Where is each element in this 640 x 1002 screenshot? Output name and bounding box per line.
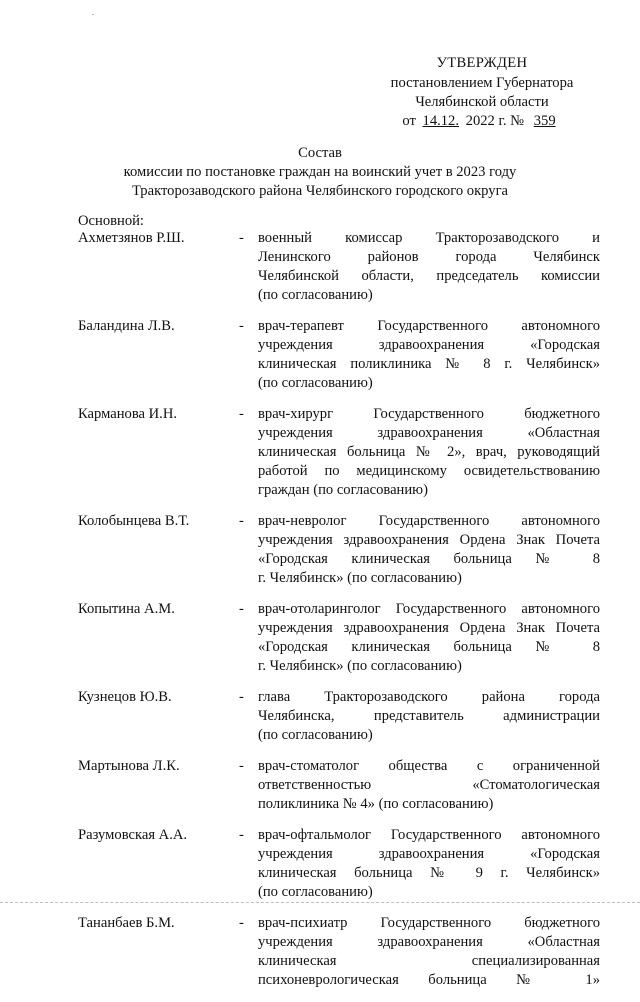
heading-line-2: комиссии по постановке граждан на воинский учет в 2023 году <box>123 164 517 180</box>
member-description-line: учреждения здравоохранения «Областная <box>258 934 600 950</box>
member-dash: - <box>239 230 244 246</box>
member-description-line: «Городская клиническая больница № 8 <box>258 639 600 655</box>
member-description-line: работой по медицинскому освидетельствованию <box>258 463 600 479</box>
member-row <box>78 757 600 814</box>
member-name: Мартынова Л.К. <box>78 758 180 774</box>
members-list <box>78 229 600 1002</box>
member-description <box>258 600 600 676</box>
member-name: Колобынцева В.Т. <box>78 513 190 529</box>
member-dash: - <box>239 513 244 529</box>
member-dash: - <box>239 318 244 334</box>
member-dash: - <box>239 758 244 774</box>
member-description-line: врач-стоматолог общества с ограниченной <box>258 758 600 774</box>
member-description-line: клиническая поликлиника № 8 г. Челябинск» <box>258 356 600 372</box>
member-description-line: учреждения здравоохранения Ордена Знак Почета <box>258 620 600 636</box>
member-description-line: клиническая больница № 9 г. Челябинск» <box>258 865 600 881</box>
member-row <box>78 600 600 676</box>
member-description-line: врач-невролог Государственного автономного <box>258 513 600 529</box>
member-dash: - <box>239 827 244 843</box>
heading-line-1: Состав <box>298 145 342 161</box>
member-row <box>78 229 600 305</box>
member-description-line: психоневрологическая больница № 1» <box>258 972 600 988</box>
member-description-line: врач-отоларинголог Государственного автономного <box>258 601 600 617</box>
scan-speck <box>92 14 94 15</box>
member-description-line: г. Челябинск» (по согласованию) <box>258 658 462 674</box>
approval-title: УТВЕРЖДЕН <box>436 55 528 71</box>
member-description-line: (по согласованию) <box>258 727 373 743</box>
member-description-line: граждан (по согласованию) <box>258 482 428 498</box>
member-description-line: врач-психиатр Государственного бюджетного <box>258 915 600 931</box>
member-description-line: врач-офтальмолог Государственного автономного <box>258 827 600 843</box>
member-name: Баландина Л.В. <box>78 318 175 334</box>
member-name: Копытина А.М. <box>78 601 175 617</box>
member-name: Карманова И.Н. <box>78 406 178 422</box>
approval-line-2: Челябинской области <box>415 94 549 110</box>
member-description <box>258 914 600 990</box>
member-description <box>258 826 600 902</box>
member-description-line: клиническая больница № 2», врач, руководящий <box>258 444 600 460</box>
approval-from-prefix: от <box>402 113 416 129</box>
member-dash: - <box>239 601 244 617</box>
member-description-line: г. Челябинск» (по согласованию) <box>258 570 462 586</box>
member-description-line: военный комиссар Тракторозаводского и <box>258 230 600 246</box>
member-description-line: Ленинского районов города Челябинск <box>258 249 600 265</box>
member-row <box>78 826 600 902</box>
member-description <box>258 757 600 814</box>
member-description-line: врач-хирург Государственного бюджетного <box>258 406 600 422</box>
member-description-line: врач-терапевт Государственного автономного <box>258 318 600 334</box>
member-description-line: ответственностью «Стоматологическая <box>258 777 600 793</box>
approval-year-suffix: 2022 г. № <box>465 113 525 129</box>
member-description-line: Челябинска, представитель администрации <box>258 708 600 724</box>
member-row <box>78 688 600 745</box>
member-description-line: (по согласованию) <box>258 884 373 900</box>
approval-line-1: постановлением Губернатора <box>390 75 574 91</box>
member-description-line: клиническая специализированная <box>258 953 600 969</box>
member-description-line: учреждения здравоохранения «Городская <box>258 337 600 353</box>
member-dash: - <box>239 915 244 931</box>
member-description <box>258 317 600 393</box>
member-name: Кузнецов Ю.В. <box>78 689 172 705</box>
member-description <box>258 512 600 588</box>
approval-stamp-block <box>372 54 592 131</box>
member-description-line: «Городская клиническая больница № 8 <box>258 551 600 567</box>
member-description-line: глава Тракторозаводского района города <box>258 689 600 705</box>
document-heading <box>0 144 640 201</box>
member-description-line: (по согласованию) <box>258 287 373 303</box>
member-row <box>78 512 600 588</box>
member-description-line: Челябинской области, председатель комиссии <box>258 268 600 284</box>
member-row <box>78 914 600 990</box>
approval-number: 359 <box>533 113 556 129</box>
member-row <box>78 405 600 500</box>
member-description <box>258 688 600 745</box>
member-name: Тананбаев Б.М. <box>78 915 175 931</box>
member-name: Разумовская А.А. <box>78 827 188 843</box>
member-description <box>258 229 600 305</box>
approval-date: 14.12. <box>422 113 459 129</box>
member-dash: - <box>239 689 244 705</box>
member-name: Ахметзянов Р.Ш. <box>78 230 185 246</box>
member-description-line: учреждения здравоохранения «Областная <box>258 425 600 441</box>
member-description-line: (по согласованию) <box>258 375 373 391</box>
member-description-line: поликлиника № 4» (по согласованию) <box>258 796 494 812</box>
member-row <box>78 317 600 393</box>
member-description <box>258 405 600 500</box>
approval-date-line <box>372 112 592 131</box>
section-label-main: Основной: <box>78 213 144 229</box>
member-dash: - <box>239 406 244 422</box>
member-description-line: учреждения здравоохранения Ордена Знак Почета <box>258 532 600 548</box>
member-description-line: учреждения здравоохранения «Городская <box>258 846 600 862</box>
heading-line-3: Тракторозаводского района Челябинского городского округа <box>131 183 509 199</box>
